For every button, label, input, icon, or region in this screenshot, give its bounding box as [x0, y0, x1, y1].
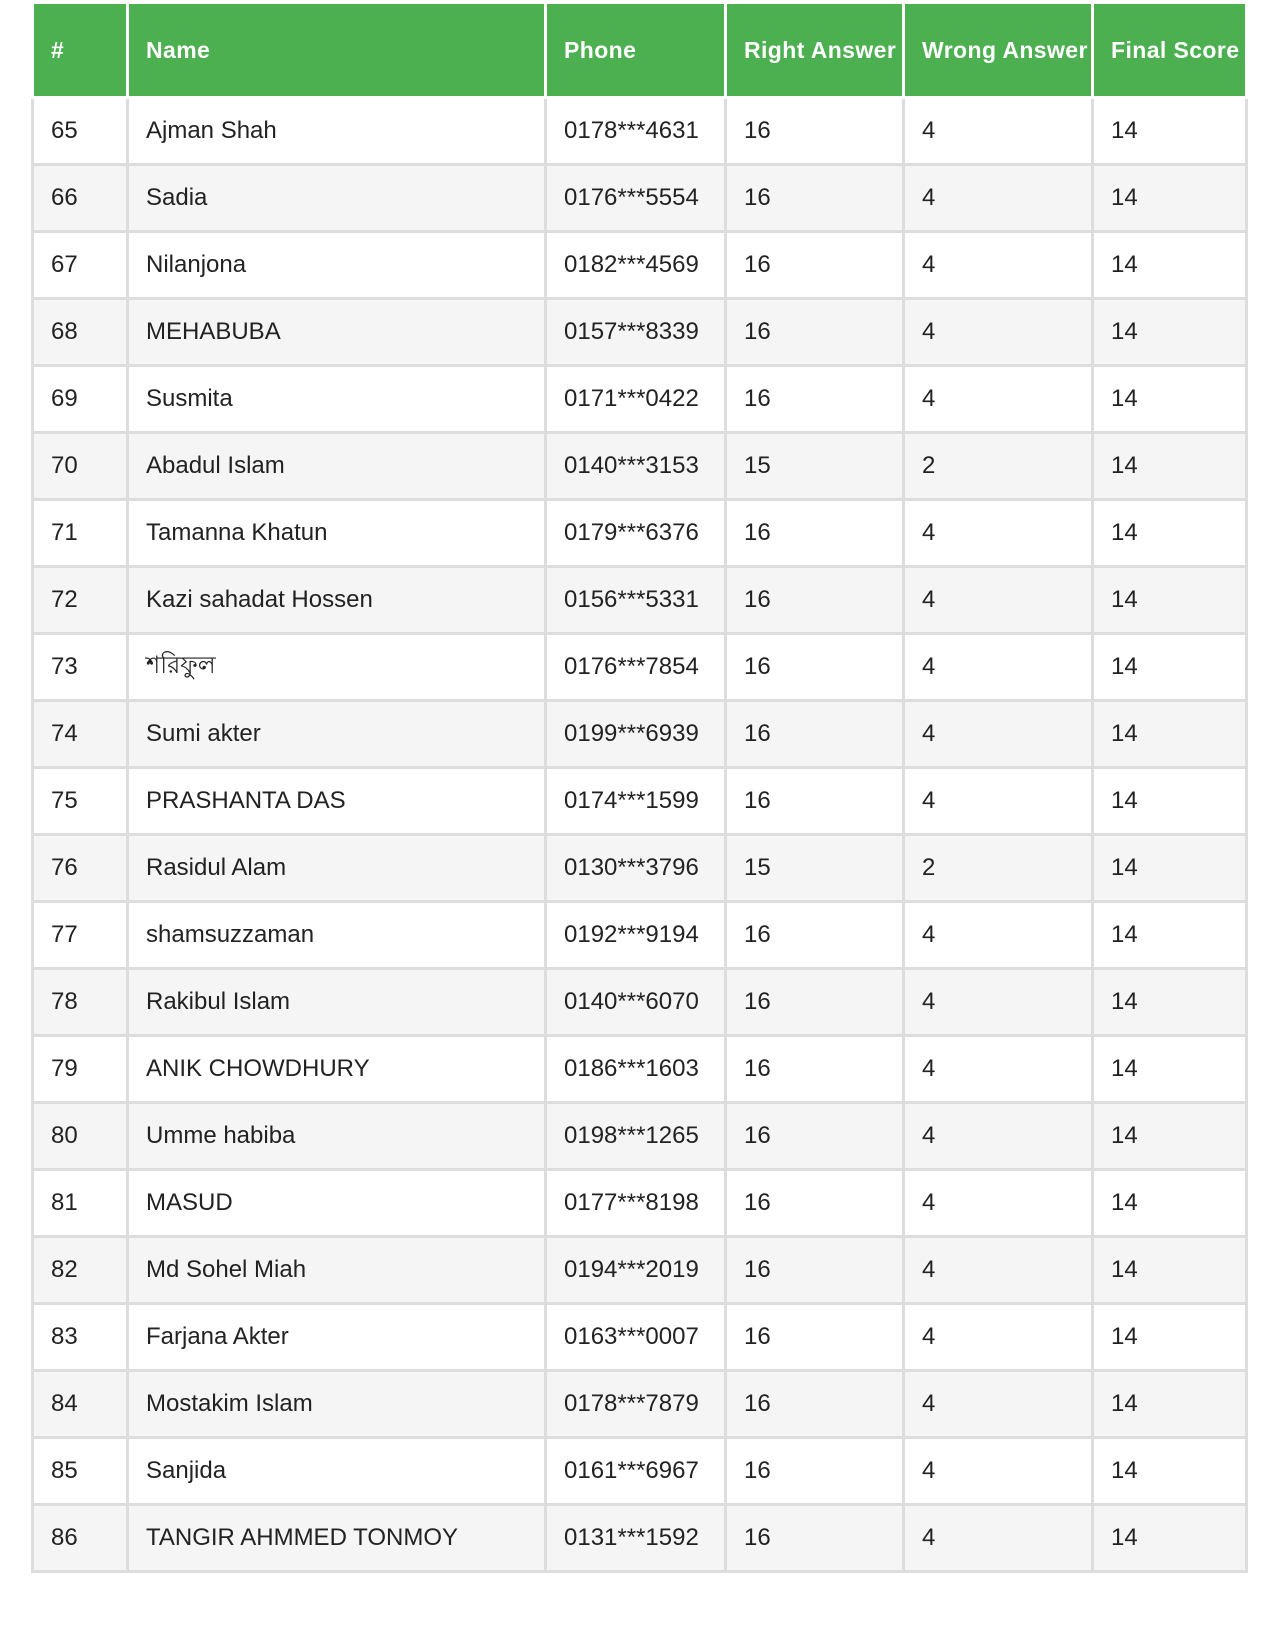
name-cell: MEHABUBA: [128, 299, 546, 366]
rank-cell: 75: [33, 768, 128, 835]
table-row: [33, 433, 1247, 500]
right-answer-cell: 16: [726, 1304, 904, 1371]
wrong-answer-cell: 4: [904, 165, 1093, 232]
name-cell: MASUD: [128, 1170, 546, 1237]
table-row: [33, 768, 1247, 835]
wrong-answer-cell: 4: [904, 299, 1093, 366]
table-row: [33, 366, 1247, 433]
final-score-cell: 14: [1093, 1237, 1247, 1304]
column-header-right-answer: Right Answer: [726, 3, 904, 98]
wrong-answer-cell: 4: [904, 567, 1093, 634]
name-cell: Sanjida: [128, 1438, 546, 1505]
rank-cell: 77: [33, 902, 128, 969]
rank-cell: 81: [33, 1170, 128, 1237]
final-score-cell: 14: [1093, 1036, 1247, 1103]
table-row: [33, 634, 1247, 701]
table-body: [33, 98, 1247, 1572]
name-cell: Umme habiba: [128, 1103, 546, 1170]
rank-cell: 84: [33, 1371, 128, 1438]
wrong-answer-cell: 4: [904, 701, 1093, 768]
table-row: [33, 1036, 1247, 1103]
phone-cell: 0176***7854: [546, 634, 726, 701]
wrong-answer-cell: 4: [904, 232, 1093, 299]
final-score-cell: 14: [1093, 1371, 1247, 1438]
right-answer-cell: 16: [726, 1170, 904, 1237]
right-answer-cell: 16: [726, 701, 904, 768]
phone-cell: 0171***0422: [546, 366, 726, 433]
table-row: [33, 1505, 1247, 1572]
table-row: [33, 567, 1247, 634]
phone-cell: 0176***5554: [546, 165, 726, 232]
rank-cell: 70: [33, 433, 128, 500]
table-row: [33, 1103, 1247, 1170]
wrong-answer-cell: 2: [904, 835, 1093, 902]
wrong-answer-cell: 4: [904, 634, 1093, 701]
final-score-cell: 14: [1093, 969, 1247, 1036]
name-cell: shamsuzzaman: [128, 902, 546, 969]
phone-cell: 0163***0007: [546, 1304, 726, 1371]
right-answer-cell: 16: [726, 567, 904, 634]
phone-cell: 0179***6376: [546, 500, 726, 567]
final-score-cell: 14: [1093, 835, 1247, 902]
final-score-cell: 14: [1093, 299, 1247, 366]
right-answer-cell: 16: [726, 366, 904, 433]
rank-cell: 68: [33, 299, 128, 366]
final-score-cell: 14: [1093, 1304, 1247, 1371]
table-row: [33, 701, 1247, 768]
phone-cell: 0140***6070: [546, 969, 726, 1036]
name-cell: Sumi akter: [128, 701, 546, 768]
final-score-cell: 14: [1093, 1103, 1247, 1170]
table-row: [33, 1304, 1247, 1371]
wrong-answer-cell: 4: [904, 1371, 1093, 1438]
wrong-answer-cell: 4: [904, 969, 1093, 1036]
phone-cell: 0198***1265: [546, 1103, 726, 1170]
column-header-final-score: Final Score: [1093, 3, 1247, 98]
name-cell: Mostakim Islam: [128, 1371, 546, 1438]
right-answer-cell: 16: [726, 902, 904, 969]
phone-cell: 0194***2019: [546, 1237, 726, 1304]
rank-cell: 82: [33, 1237, 128, 1304]
column-header-wrong-answer: Wrong Answer: [904, 3, 1093, 98]
rank-cell: 86: [33, 1505, 128, 1572]
phone-cell: 0177***8198: [546, 1170, 726, 1237]
column-header-phone: Phone: [546, 3, 726, 98]
name-cell: Abadul Islam: [128, 433, 546, 500]
rank-cell: 71: [33, 500, 128, 567]
table-row: [33, 500, 1247, 567]
name-cell: Md Sohel Miah: [128, 1237, 546, 1304]
phone-cell: 0192***9194: [546, 902, 726, 969]
final-score-cell: 14: [1093, 232, 1247, 299]
rank-cell: 74: [33, 701, 128, 768]
rank-cell: 67: [33, 232, 128, 299]
name-cell: TANGIR AHMMED TONMOY: [128, 1505, 546, 1572]
right-answer-cell: 16: [726, 1438, 904, 1505]
rank-cell: 79: [33, 1036, 128, 1103]
table-row: [33, 1438, 1247, 1505]
wrong-answer-cell: 4: [904, 98, 1093, 165]
right-answer-cell: 16: [726, 232, 904, 299]
rank-cell: 78: [33, 969, 128, 1036]
final-score-cell: 14: [1093, 634, 1247, 701]
results-table: [31, 1, 1248, 1573]
wrong-answer-cell: 4: [904, 1103, 1093, 1170]
name-cell: Rakibul Islam: [128, 969, 546, 1036]
phone-cell: 0182***4569: [546, 232, 726, 299]
right-answer-cell: 16: [726, 1237, 904, 1304]
final-score-cell: 14: [1093, 768, 1247, 835]
final-score-cell: 14: [1093, 567, 1247, 634]
wrong-answer-cell: 4: [904, 1304, 1093, 1371]
rank-cell: 83: [33, 1304, 128, 1371]
right-answer-cell: 16: [726, 1103, 904, 1170]
wrong-answer-cell: 4: [904, 1036, 1093, 1103]
name-cell: Kazi sahadat Hossen: [128, 567, 546, 634]
name-cell: PRASHANTA DAS: [128, 768, 546, 835]
table-header: [33, 3, 1247, 98]
final-score-cell: 14: [1093, 165, 1247, 232]
rank-cell: 69: [33, 366, 128, 433]
right-answer-cell: 16: [726, 165, 904, 232]
phone-cell: 0156***5331: [546, 567, 726, 634]
phone-cell: 0140***3153: [546, 433, 726, 500]
final-score-cell: 14: [1093, 701, 1247, 768]
phone-cell: 0130***3796: [546, 835, 726, 902]
rank-cell: 76: [33, 835, 128, 902]
rank-cell: 72: [33, 567, 128, 634]
column-header-rank: #: [33, 3, 128, 98]
phone-cell: 0161***6967: [546, 1438, 726, 1505]
final-score-cell: 14: [1093, 1170, 1247, 1237]
wrong-answer-cell: 4: [904, 500, 1093, 567]
right-answer-cell: 16: [726, 1371, 904, 1438]
right-answer-cell: 16: [726, 969, 904, 1036]
right-answer-cell: 16: [726, 500, 904, 567]
final-score-cell: 14: [1093, 500, 1247, 567]
column-header-name: Name: [128, 3, 546, 98]
phone-cell: 0178***7879: [546, 1371, 726, 1438]
header-row: [33, 3, 1247, 98]
final-score-cell: 14: [1093, 1505, 1247, 1572]
final-score-cell: 14: [1093, 1438, 1247, 1505]
table-row: [33, 902, 1247, 969]
table-row: [33, 1237, 1247, 1304]
right-answer-cell: 16: [726, 1036, 904, 1103]
phone-cell: 0131***1592: [546, 1505, 726, 1572]
name-cell: Nilanjona: [128, 232, 546, 299]
table-row: [33, 299, 1247, 366]
phone-cell: 0174***1599: [546, 768, 726, 835]
rank-cell: 65: [33, 98, 128, 165]
phone-cell: 0157***8339: [546, 299, 726, 366]
right-answer-cell: 16: [726, 299, 904, 366]
table-row: [33, 165, 1247, 232]
name-cell: Farjana Akter: [128, 1304, 546, 1371]
name-cell: Tamanna Khatun: [128, 500, 546, 567]
table-row: [33, 835, 1247, 902]
name-cell: শরিফুল: [128, 634, 546, 701]
right-answer-cell: 16: [726, 768, 904, 835]
name-cell: Sadia: [128, 165, 546, 232]
name-cell: Ajman Shah: [128, 98, 546, 165]
right-answer-cell: 15: [726, 433, 904, 500]
wrong-answer-cell: 4: [904, 1237, 1093, 1304]
right-answer-cell: 16: [726, 634, 904, 701]
table-row: [33, 1170, 1247, 1237]
wrong-answer-cell: 2: [904, 433, 1093, 500]
table-row: [33, 969, 1247, 1036]
rank-cell: 66: [33, 165, 128, 232]
right-answer-cell: 16: [726, 1505, 904, 1572]
right-answer-cell: 16: [726, 98, 904, 165]
final-score-cell: 14: [1093, 98, 1247, 165]
right-answer-cell: 15: [726, 835, 904, 902]
final-score-cell: 14: [1093, 902, 1247, 969]
table-row: [33, 98, 1247, 165]
table-row: [33, 1371, 1247, 1438]
wrong-answer-cell: 4: [904, 1505, 1093, 1572]
wrong-answer-cell: 4: [904, 902, 1093, 969]
wrong-answer-cell: 4: [904, 1438, 1093, 1505]
final-score-cell: 14: [1093, 366, 1247, 433]
wrong-answer-cell: 4: [904, 366, 1093, 433]
rank-cell: 73: [33, 634, 128, 701]
rank-cell: 80: [33, 1103, 128, 1170]
rank-cell: 85: [33, 1438, 128, 1505]
phone-cell: 0178***4631: [546, 98, 726, 165]
wrong-answer-cell: 4: [904, 1170, 1093, 1237]
name-cell: ANIK CHOWDHURY: [128, 1036, 546, 1103]
phone-cell: 0186***1603: [546, 1036, 726, 1103]
name-cell: Susmita: [128, 366, 546, 433]
table-row: [33, 232, 1247, 299]
phone-cell: 0199***6939: [546, 701, 726, 768]
final-score-cell: 14: [1093, 433, 1247, 500]
name-cell: Rasidul Alam: [128, 835, 546, 902]
wrong-answer-cell: 4: [904, 768, 1093, 835]
